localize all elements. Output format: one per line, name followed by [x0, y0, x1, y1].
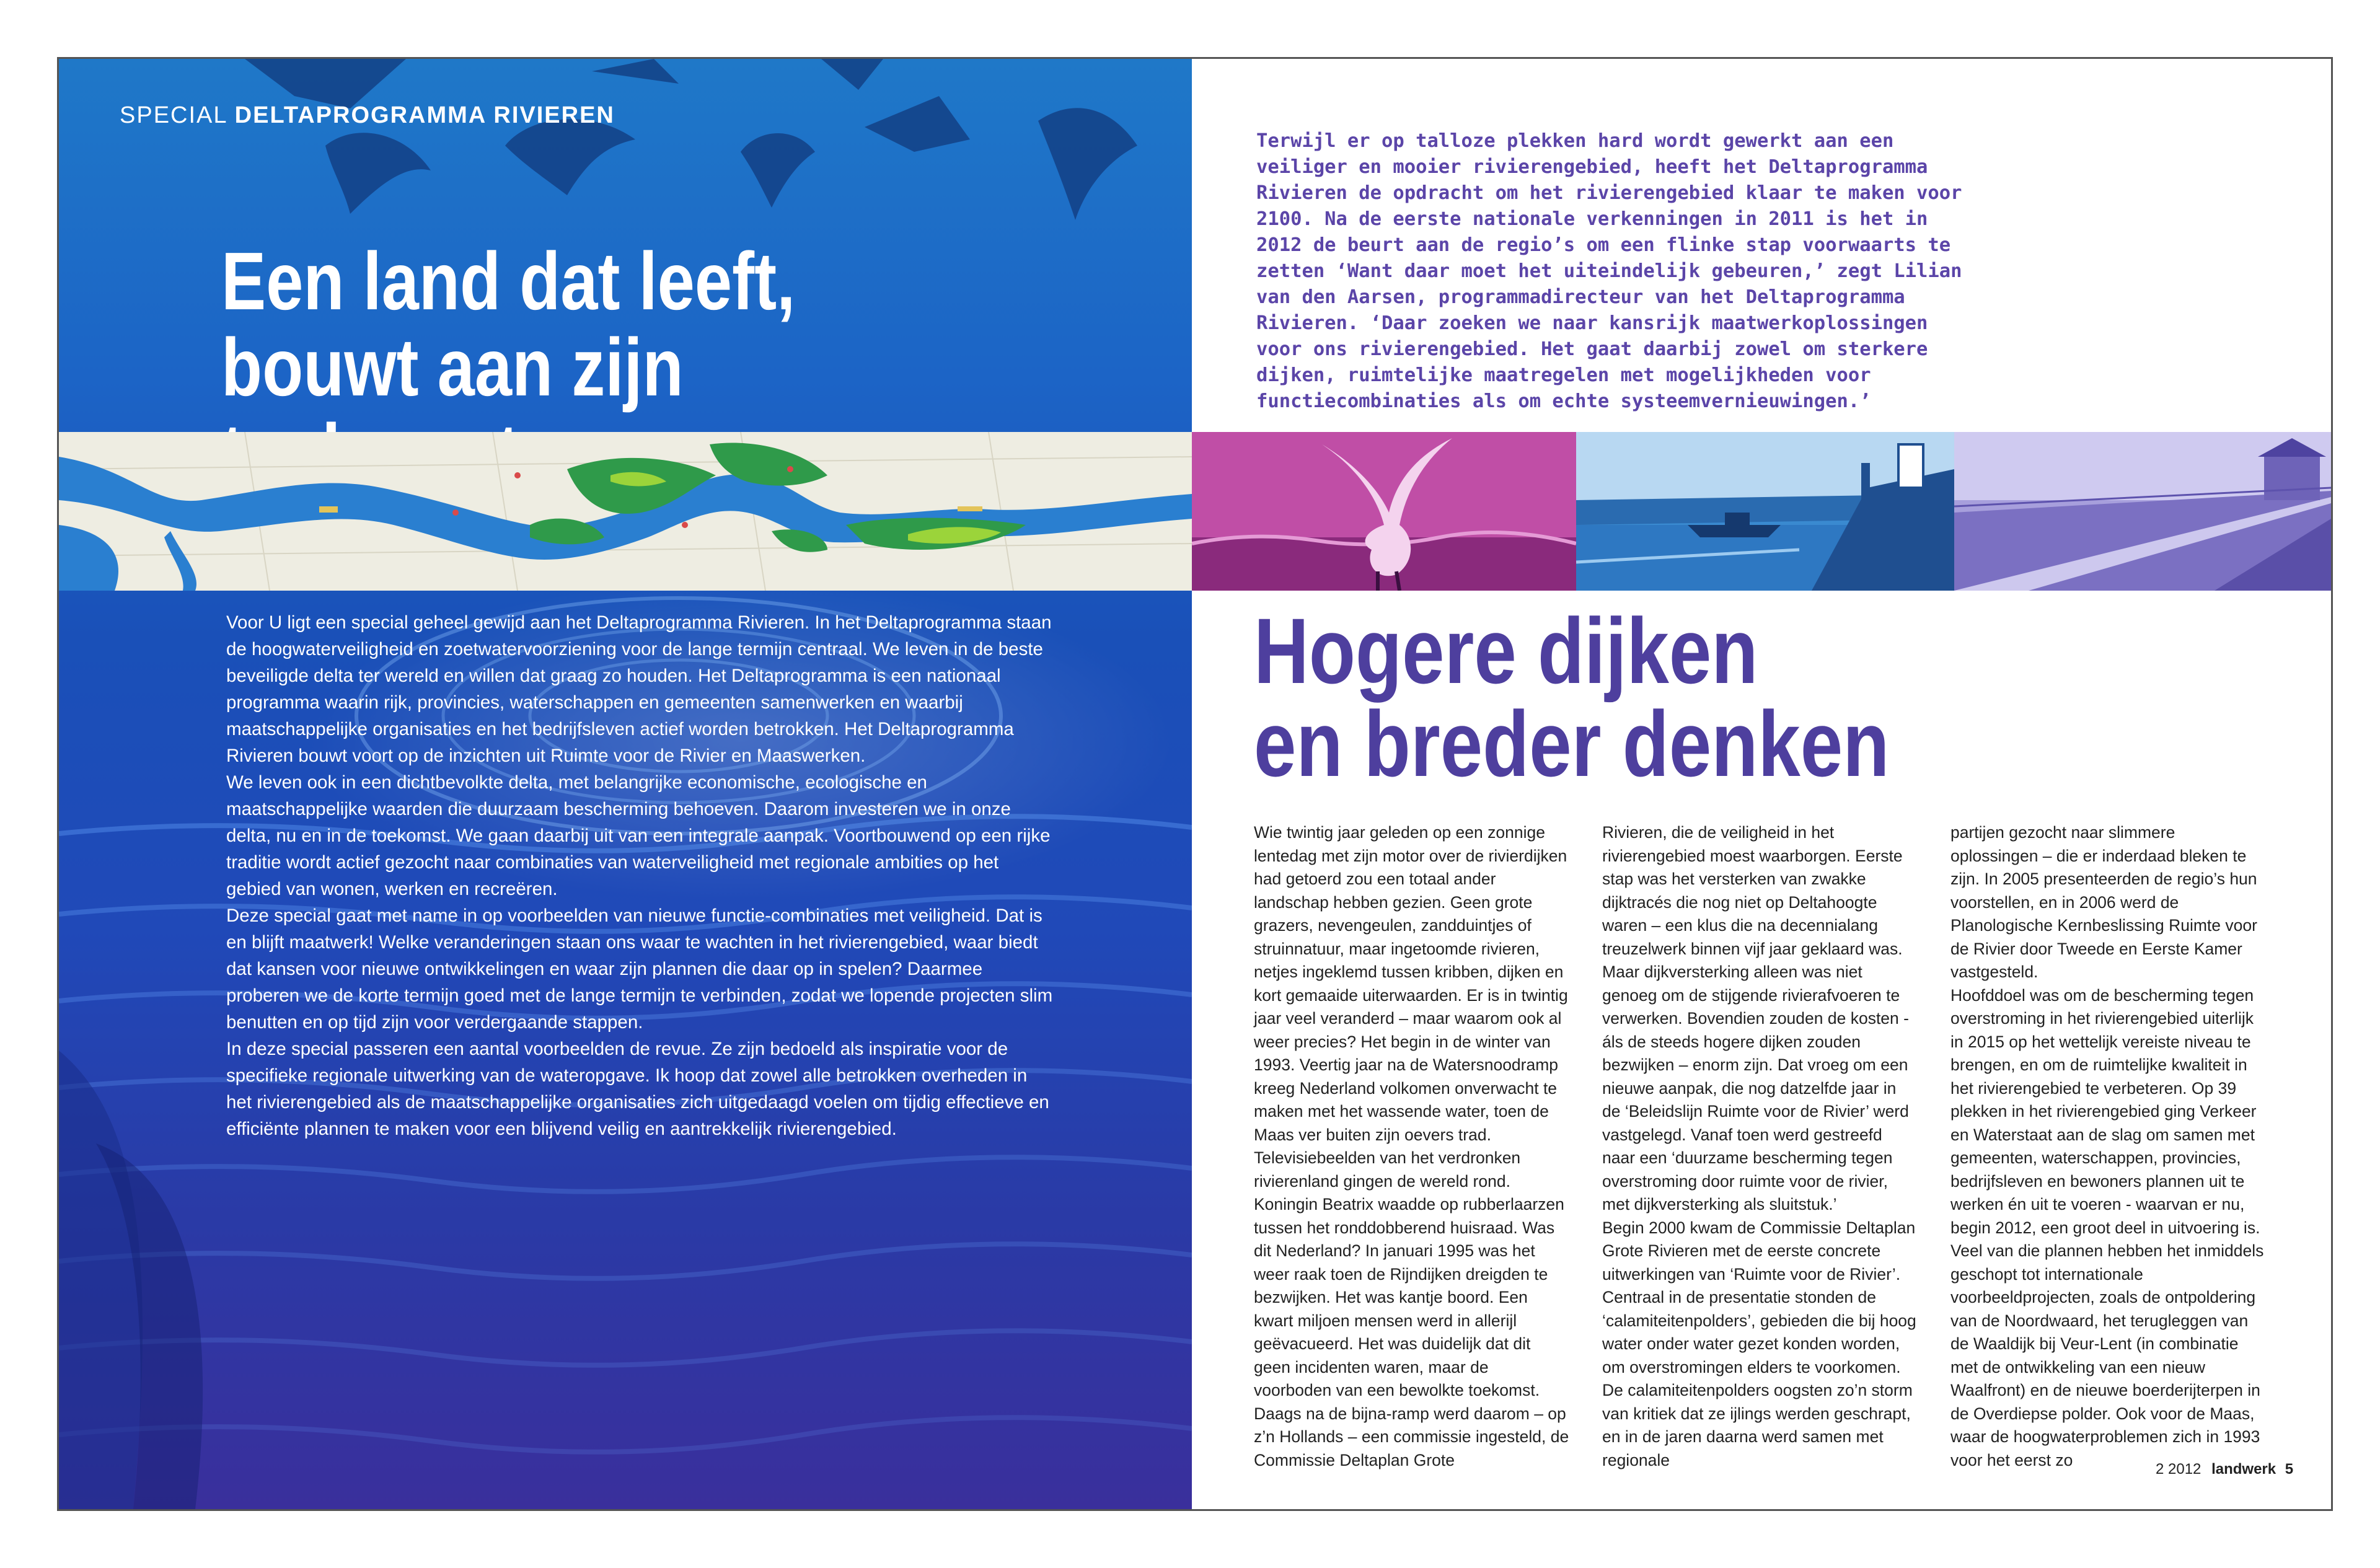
- photo-strip: [1192, 432, 2331, 591]
- magazine-spread: [57, 57, 2333, 1511]
- article-column-1: Wie twintig jaar geleden op een zonnige lentedag met zijn motor over de rivierdijken had getoerd zou een totaal ander landschap hebben gezien. Geen grote grazers, nevengeulen, zandduintjes of struinnatuur, maar ingetoomde rivieren, netjes ingeklemd tussen kribben, dijken en kort gemaaide uiterwaarden. Er is in twintig jaar veel veranderd – maar waarom ook al weer precies? Het begin in de winter van 1993. Veertig jaar na de Watersnoodramp kreeg Nederland volkomen onverwacht te maken met het wassende water, toen de Maas ver buiten zijn oevers trad. Televisiebeelden van het verdronken rivierenland gingen de wereld rond. Koningin Beatrix waadde op rubberlaarzen tussen het ronddobberend huisraad. Was dit Nederland? In januari 1995 was het weer raak toen de Rijndijken dreigden te bezwijken. Het was kantje boord. Een kwart miljoen mensen werd in allerijl geëvacueerd. Het was duidelijk dat dit geen incidenten waren, maar de voorboden van een bewolkte toekomst. Daags na de bijna-ramp werd daarom – op z’n Hollands – een commissie ingesteld, de Commissie Deltaplan Grote: [1254, 823, 1569, 1469]
- photo-harbor-blue: [1576, 432, 1954, 591]
- river-map-strip: [59, 432, 1192, 591]
- folio-issue: 2 2012: [2156, 1461, 2202, 1478]
- right-headline: [1254, 599, 2016, 796]
- article-column-3: partijen gezocht naar slimmere oplossingen – die er inderdaad bleken te zijn. In 2005 presenteerden de regio’s hun voorstellen, en in 2006 werd de Planologische Kernbeslissing Ruimte voor de Rivier door Tweede en Eerste Kamer vastgesteld. Hoofddoel was om de bescherming tegen overstroming in het rivierengebied uiterlijk in 2015 op het wettelijk vereiste niveau te brengen, en om de ruimtelijke kwaliteit in het rivierengebied te verbeteren. Op 39 plekken in het rivierengebied ging Verkeer en Waterstaat aan de slag om samen met gemeenten, waterschappen, provincies, bedrijfsleven en bewoners plannen uit te werken én uit te voeren - waarvan er nu, begin 2012, een groot deel in uitvoering is. Veel van die plannen hebben het inmiddels geschopt tot internationale voorbeeldprojecten, zoals de ontpoldering van de Noordwaard, het terugleggen van de Waaldijk bij Veur-Lent (in combinatie met de ontwikkeling van een nieuw Waalfront) en de nieuwe boerderijterpen in de Overdiepse polder. Ook voor de Maas, waar de hoogwaterproblemen zich in 1993 voor het eerst zo: [1950, 823, 2264, 1469]
- article-body: [1254, 821, 2289, 1469]
- right-headline-line1: Hogere dijken: [1254, 599, 1758, 703]
- folio-page-number: 5: [2285, 1461, 2294, 1478]
- left-page: [59, 59, 1192, 1509]
- river-map-image: [59, 432, 1192, 591]
- left-headline-line1: Een land dat leeft,: [221, 236, 796, 327]
- article-column-2: Rivieren, die de veiligheid in het rivierengebied moest waarborgen. Eerste stap was het versterken van zwakke dijktracés die nog niet op Deltahoogte waren – een klus die na decennialang treuzelwerk binnen vijf jaar geklaard was. Maar dijkversterking alleen was niet genoeg om de stijgende rivierafvoeren te verwerken. Bovendien zouden de kosten - áls de steeds hogere dijken zouden bezwijken – enorm zijn. Dat vroeg om een nieuwe aanpak, die nog datzelfde jaar in de ‘Beleidslijn Ruimte voor de Rivier’ werd vastgelegd. Vanaf toen werd gestreefd naar een ‘duurzame bescherming tegen overstroming door ruimte voor de rivier, met dijkversterking als sluitstuk.’ Begin 2000 kwam de Commissie Deltaplan Grote Rivieren met de eerste concrete uitwerkingen van ‘Ruimte voor de Rivier’. Centraal in de presentatie stonden de ‘calamiteitenpolders’, gebieden die bij hoog water onder water gezet konden worden, om overstromingen elders te voorkomen. De calamiteitenpolders oogsten zo’n storm van kritiek dat ze ijlings werden geschrapt, en in de jaren daarna werd samen met regionale: [1602, 823, 1916, 1469]
- intro-text: Voor U ligt een special geheel gewijd aan het Deltaprogramma Rivieren. In het Deltaprogramma staan de hoogwaterveiligheid en zoetwatervoorziening voor de lange termijn centraal. We leven in de beste beveiligde delta ter wereld en willen dat graag zo houden. Het Deltaprogramma is een nationaal programma waarin rijk, provincies, waterschappen en gemeenten samenwerken en waarbij maatschappelijke organisaties en het bedrijfsleven actief worden betrokken. Het Deltaprogramma Rivieren bouwt voort op de inzichten uit Ruimte voor de Rivier en Maaswerken. We leven ook in een dichtbevolkte delta, met belangrijke economische, ecologische en maatschappelijke waarden die duurzaam bescherming behoeven. Daarom investeren we in onze delta, nu en in de toekomst. We gaan daarbij uit van een integrale aanpak. Voortbouwend op een rijke traditie wordt actief gezocht naar combinaties van waterveiligheid met regionale ambities op het gebied van wonen, werken en recreëren. Deze special gaat met name in op voorbeelden van nieuwe functie-combinaties met veiligheid. Dat is en blijft maatwerk! Welke veranderingen staan ons waar te wachten in het rivierengebied, waar biedt dat kansen voor nieuwe ontwikkelingen en waar zijn plannen die daar op in spelen? Daarmee proberen we de korte termijn goed met de lange termijn te verbinden, zodat we lopende projecten slim benutten en op tijd zijn voor verdergaande stappen. In deze special passeren een aantal voorbeelden de revue. Ze zijn bedoeld als inspiratie voor de specifieke regionale uitwerking van de wateropgave. Ik hoop dat zowel alle betrokken overheden in het rivierengebied als de maatschappelijke organisaties zich uitgedaagd voelen om tijdig effectieve en efficiënte plannen te maken voor een blijvend veilig en aantrekkelijk rivierengebied.: [226, 612, 1053, 1139]
- photo-bird-magenta: [1192, 432, 1576, 591]
- section-kicker: [120, 102, 615, 129]
- kicker-light: SPECIAL: [120, 102, 227, 128]
- page-folio: [2156, 1461, 2293, 1478]
- photo-dike-lavender: [1954, 432, 2331, 591]
- bird-icon: [1192, 432, 1576, 591]
- folio-magazine: landwerk: [2211, 1461, 2276, 1478]
- kicker-bold: DELTAPROGRAMMA RIVIEREN: [234, 102, 615, 128]
- left-headline-line2: bouwt aan zijn: [221, 321, 684, 413]
- harbor-image: [1576, 432, 1954, 591]
- right-page: [1192, 59, 2331, 1509]
- right-headline-line2: en breder denken: [1254, 692, 1890, 796]
- lead-paragraph: Terwijl er op talloze plekken hard wordt gewerkt aan een veiliger en mooier rivierengebied, heeft het Deltaprogramma Rivieren de opdracht om het rivierengebied klaar te maken voor 2100. Na de eerste nationale verkenningen in 2011 is het in 2012 de beurt aan de regio’s om een flinke stap voorwaarts te zetten ‘Want daar moet het uiteindelijk gebeuren,’ zegt Lilian van den Aarsen, programmadirecteur van het Deltaprogramma Rivieren. ‘Daar zoeken we naar kansrijk maatwerkoplossingen voor ons rivierengebied. Het gaat daarbij zowel om sterkere dijken, ruimtelijke maatregelen met mogelijkheden voor functiecombinaties als om echte systeemvernieuwingen.’: [1256, 130, 1962, 412]
- dike-image: [1954, 432, 2331, 591]
